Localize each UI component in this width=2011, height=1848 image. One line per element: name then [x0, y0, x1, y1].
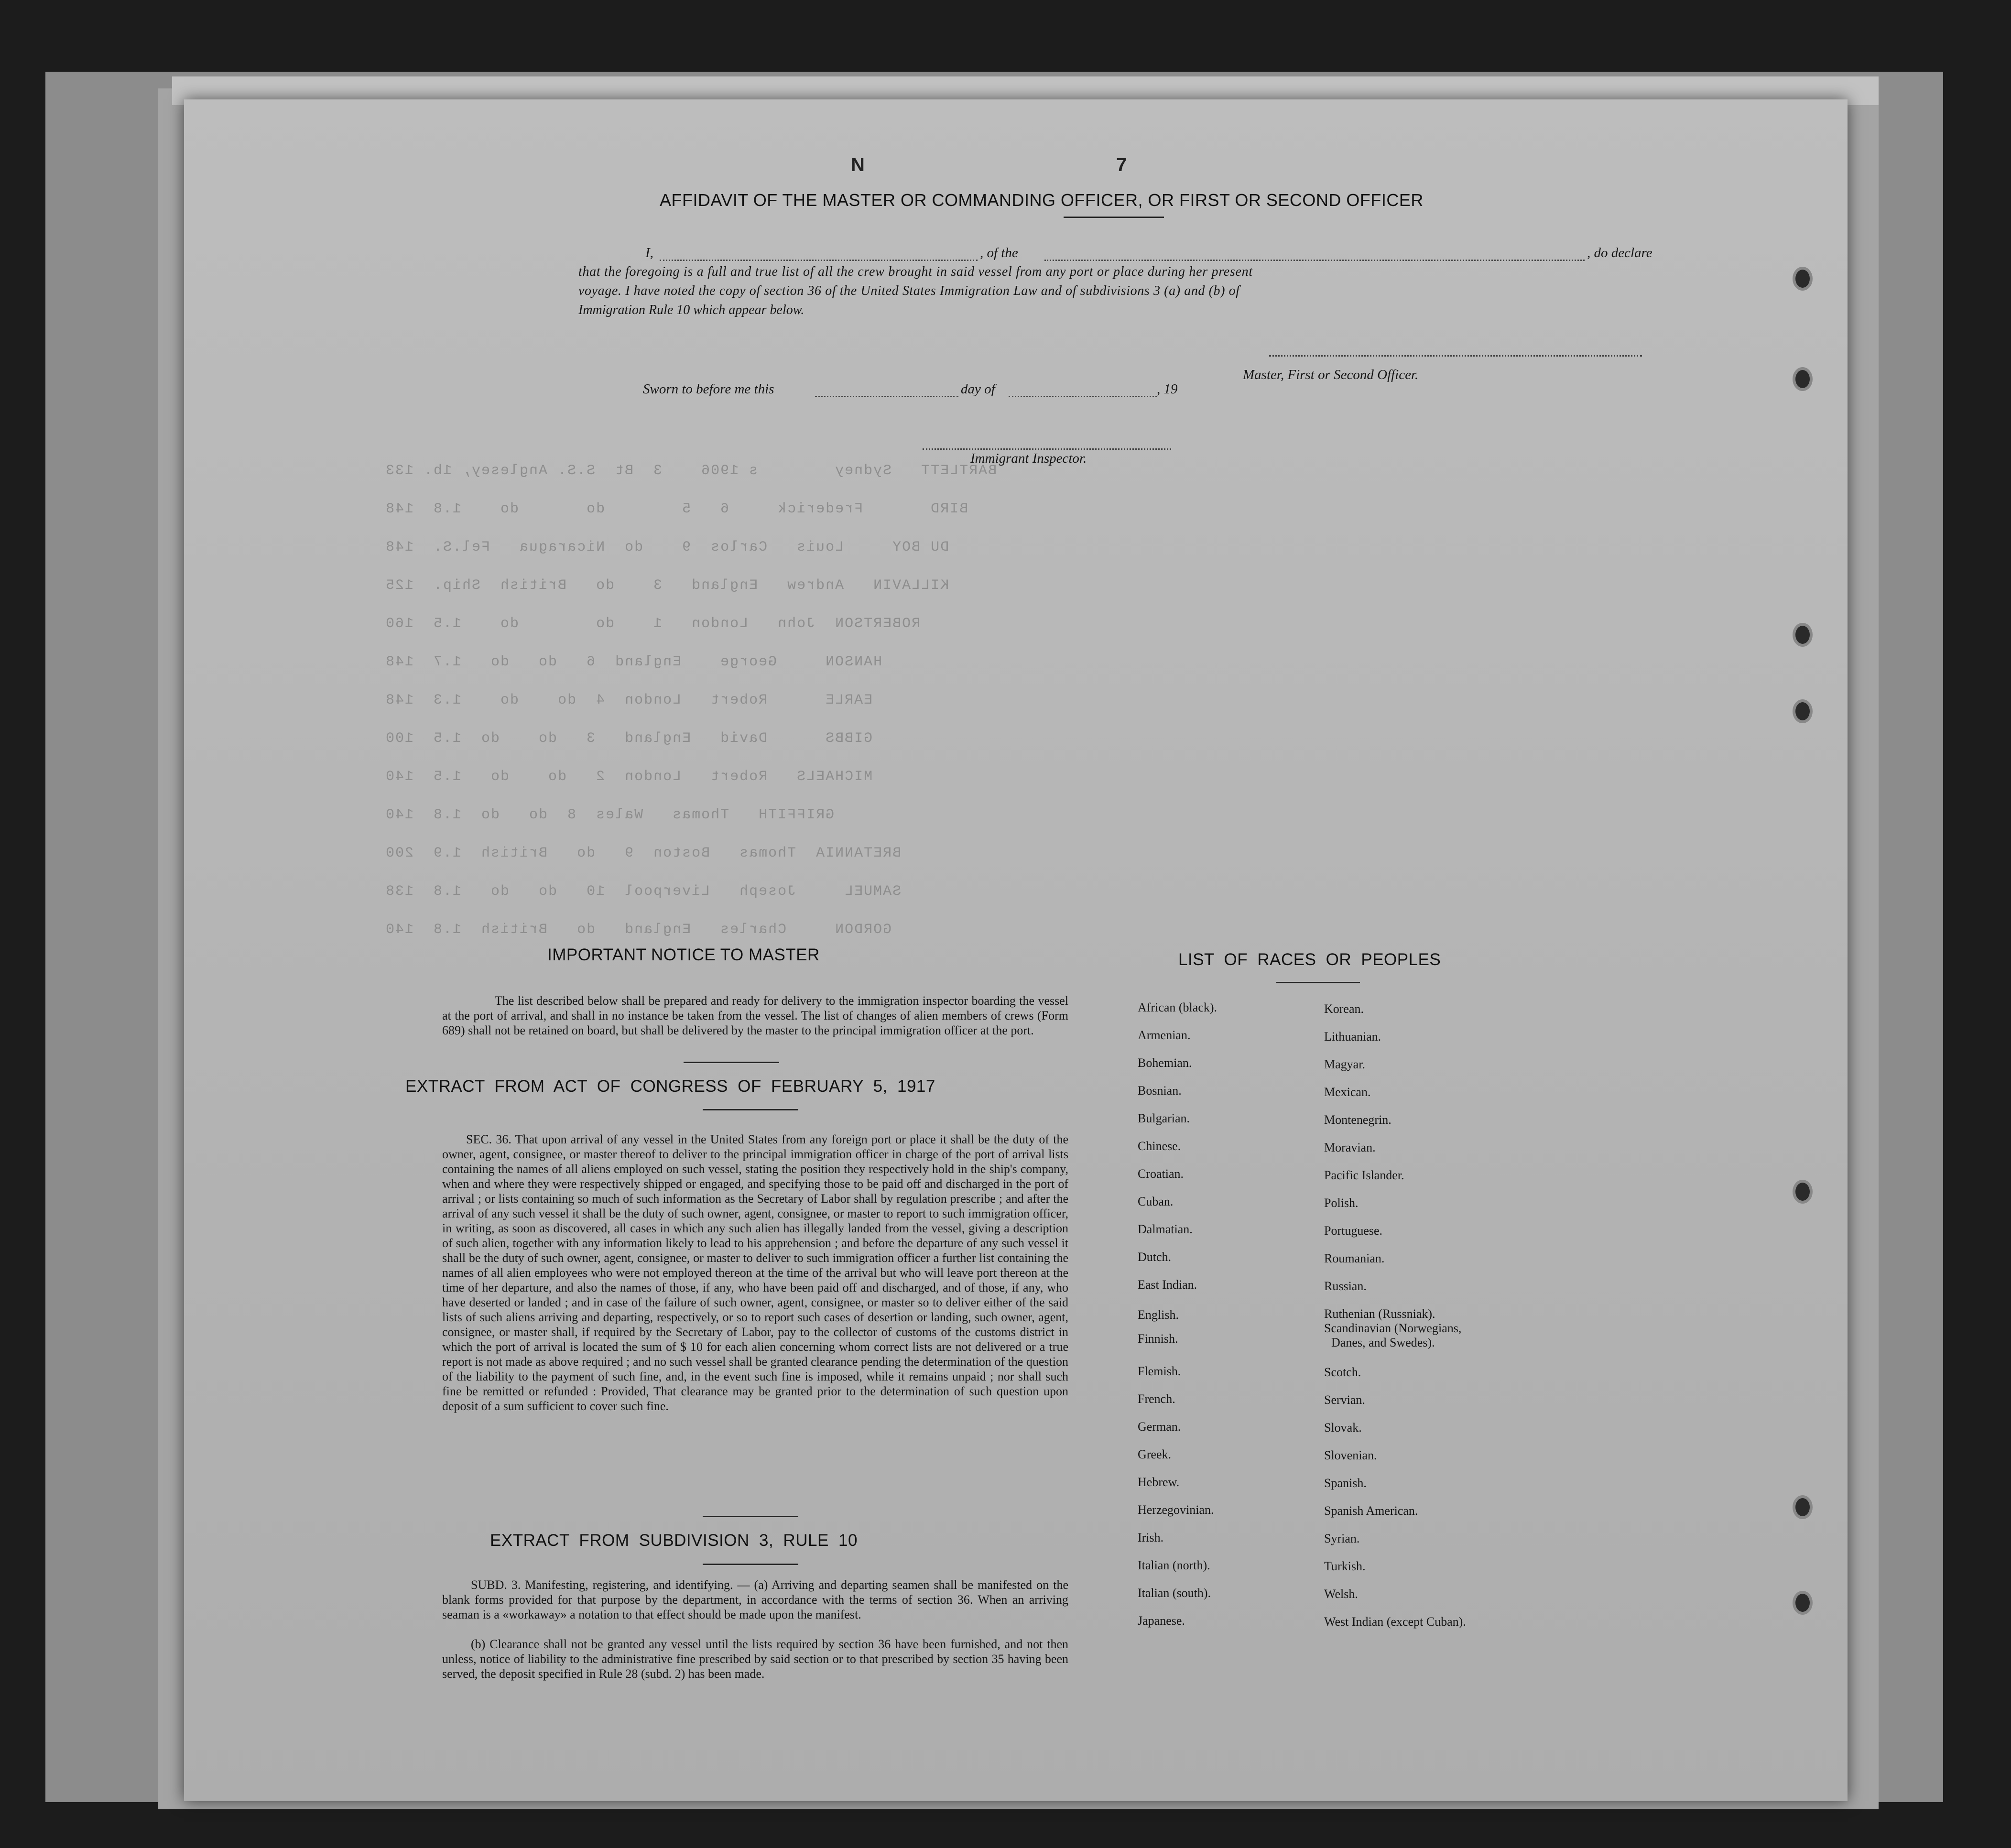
binder-hole [1793, 1591, 1813, 1615]
inspector-line [923, 448, 1171, 450]
section-rule [703, 1109, 798, 1110]
ghost-row: GIBBS David England 3 do do 1.5 100 [385, 730, 873, 747]
race-item: English. [1138, 1308, 1179, 1322]
affidavit-line: voyage. I have noted the copy of section 36 of the United States Immigration Law and of subdivisions 3 (a) and (b) of [578, 283, 1240, 298]
master-signature-label: Master, First or Second Officer. [1243, 367, 1419, 382]
race-item: Scandinavian (Norwegians, [1324, 1321, 1462, 1335]
race-item: Lithuanian. [1324, 1030, 1381, 1044]
title-rule [1064, 217, 1164, 218]
race-item: Welsh. [1324, 1587, 1358, 1601]
race-item: Montenegrin. [1324, 1113, 1391, 1127]
race-item: Spanish American. [1324, 1504, 1418, 1518]
race-item: Danes, and Swedes). [1331, 1336, 1435, 1349]
race-item: Greek. [1138, 1447, 1172, 1461]
race-item: West Indian (except Cuban). [1324, 1615, 1466, 1629]
race-item: French. [1138, 1392, 1175, 1406]
race-item: Flemish. [1138, 1364, 1181, 1378]
race-item: East Indian. [1138, 1278, 1197, 1292]
section-rule [703, 1516, 798, 1517]
race-item: Ruthenian (Russniak). [1324, 1307, 1435, 1321]
ghost-row: GORDON Charles England do British 1.8 140 [385, 922, 892, 938]
race-item: Roumanian. [1324, 1251, 1385, 1265]
affidavit-i: I, [645, 245, 653, 261]
affidavit-of-the: , of the [980, 245, 1018, 261]
signature-line [1269, 355, 1642, 357]
manifest-page [184, 99, 1848, 1801]
race-item: Mexican. [1324, 1085, 1371, 1099]
ghost-row: SAMUEL Joseph Liverpool 10 do do 1.8 138 [385, 883, 902, 900]
race-item: Bulgarian. [1138, 1111, 1190, 1125]
binder-hole [1793, 367, 1813, 391]
binder-hole [1793, 1180, 1813, 1204]
race-item: Slovak. [1324, 1421, 1362, 1435]
race-item: Portuguese. [1324, 1224, 1383, 1238]
sworn-label: Sworn to before me this [643, 381, 774, 397]
ghost-row: ROBERTSON John London 1 do do 1.5 160 [385, 616, 921, 632]
notice-title: IMPORTANT NOTICE TO MASTER [547, 946, 820, 964]
extract2-title: EXTRACT FROM SUBDIVISION 3, RULE 10 [490, 1531, 858, 1550]
race-item: Croatian. [1138, 1167, 1184, 1181]
ghost-row: HANSON George England 6 do do 1.7 148 [385, 654, 882, 670]
race-item: Hebrew. [1138, 1475, 1180, 1489]
race-item: Magyar. [1324, 1057, 1365, 1071]
race-item: Polish. [1324, 1196, 1359, 1210]
form-mark: N [851, 154, 865, 175]
ghost-row: GRIFFITH Thomas Wales 8 do do 1.8 140 [385, 807, 835, 823]
race-item: African (black). [1138, 1000, 1217, 1014]
binder-hole [1793, 1495, 1813, 1519]
races-title: LIST OF RACES OR PEOPLES [1178, 950, 1441, 969]
race-item: Spanish. [1324, 1476, 1367, 1490]
race-item: Japanese. [1138, 1614, 1185, 1628]
section-rule [684, 1062, 779, 1063]
race-item: Armenian. [1138, 1028, 1191, 1042]
affidavit-do-declare: , do declare [1587, 245, 1652, 261]
ghost-row: BIRD Frederick 6 5 do do 1.8 148 [385, 501, 968, 517]
extract1-text: SEC. 36. That upon arrival of any vessel in the United States from any foreign port or place it shall be the duty of the owner, agent, consignee, or master thereof to deliver to the principal immigration officer in charge of the port of arrival lists containing the names of all aliens employed on such vessel, stating the position they respectively hold in the ship's company, when and where they were respectively shipped or engaged, and specifying those to be paid off and discharged in the port of arrival ; or lists containing so much of such information as the Secretary of Labor shall by regulation prescribe ; and after the arrival of any such vessel it shall be the duty of such owner, agent, consignee, or master to report to such immigration officer, in writing, as soon as discovered, all cases in which any such alien has illegally landed from the vessel, giving a description of such alien, together with any information likely to lead to his apprehension ; and before the departure of any such vessel it shall be the duty of such owner, agent, consignee, or master to deliver to such immigration officer a further list containing the names of all alien employees who were not employed thereon at the time of the arrival but who will leave port thereon at the time of her departure, and also the names of those, if any, who have been paid off and discharged, and of those, if any, who have deserted or landed ; and in case of the failure of such owner, agent, consignee, or master so to deliver either of the said lists of such aliens arriving and departing, respectively, or so to report such cases of desertion or landing, such owner, agent, consignee, or master shall, if required by the Secretary of Labor, pay to the collector of customs of the customs district in which the port of arrival is located the sum of $ 10 for each alien concerning whom correct lists are not delivered or a true report is not made as above required ; and no such vessel shall be granted clearance pending the determination of the question of the liability to the payment of such fine, and, in the event such fine is imposed, while it remains unpaid ; nor shall such fine be remitted or refunded : Provided, That clearance may be granted prior to the determination of such question upon deposit of a sum sufficient to cover such fine. [442, 1132, 1068, 1413]
ghost-row: MICHAELS Robert London 2 do do 1.5 140 [385, 769, 873, 785]
ghost-row: DU BOY Louis Carlos 9 do Nicaragua Fel.S. 148 [385, 539, 949, 555]
race-item: Irish. [1138, 1531, 1164, 1544]
race-item: German. [1138, 1420, 1181, 1434]
form-mark: 7 [1116, 154, 1127, 175]
race-item: Scotch. [1324, 1365, 1361, 1379]
sworn-month-line [1009, 396, 1157, 397]
race-item: Italian (north). [1138, 1558, 1210, 1572]
race-item: Dutch. [1138, 1250, 1172, 1264]
binder-hole [1793, 623, 1813, 647]
race-item: Servian. [1324, 1393, 1365, 1407]
affidavit-line: Immigration Rule 10 which appear below. [578, 303, 804, 317]
race-item: Bosnian. [1138, 1084, 1182, 1098]
race-item: Slovenian. [1324, 1448, 1377, 1462]
binder-hole [1793, 267, 1813, 291]
race-item: Bohemian. [1138, 1056, 1192, 1070]
race-item: Dalmatian. [1138, 1222, 1193, 1236]
race-item: Chinese. [1138, 1139, 1181, 1153]
day-of-label: day of [961, 381, 995, 397]
race-item: Moravian. [1324, 1141, 1376, 1154]
section-rule [1276, 982, 1360, 983]
inspector-label: Immigrant Inspector. [970, 451, 1087, 466]
ghost-row: BRETANNIA Thomas Boston 9 do British 1.9 200 [385, 845, 902, 861]
race-item: Turkish. [1324, 1559, 1366, 1573]
affidavit-title: AFFIDAVIT OF THE MASTER OR COMMANDING OFFICER, OR FIRST OR SECOND OFFICER [660, 190, 1424, 210]
notice-text: The list described below shall be prepared and ready for delivery to the immigration inspector boarding the vessel at the port of arrival, and shall in no instance be taken from the vessel. The list of changes of alien members of crews (Form 689) shall not be retained on board, but shall be delivered by the master to the principal immigration officer at the port. [442, 994, 1068, 1037]
ghost-row: EARLE Robert London 4 do do 1.3 148 [385, 692, 873, 708]
vessel-field-line [1044, 260, 1585, 261]
race-item: Russian. [1324, 1279, 1367, 1293]
race-item: Korean. [1324, 1002, 1364, 1016]
extract2-text-a: SUBD. 3. Manifesting, registering, and identifying. — (a) Arriving and departing seamen shall be manifested on the blank forms provided for that purpose by the department, in accordance with the terms of section 36. When an arriving seaman is a «workaway» a notation to that effect should be made upon the manifest. [442, 1578, 1068, 1621]
extract2-text-b: (b) Clearance shall not be granted any vessel until the lists required by section 36 have been furnished, and not then unless, notice of liability to the administrative fine prescribed by said section or to that prescribed by section 35 having been served, the deposit specified in Rule 28 (subd. 2) has been made. [442, 1637, 1068, 1681]
race-item: Finnish. [1138, 1332, 1178, 1346]
race-item: Cuban. [1138, 1195, 1174, 1208]
affidavit-line: that the foregoing is a full and true list of all the crew brought in said vessel from any port or place during her present [578, 264, 1253, 279]
sworn-day-line [815, 396, 958, 397]
ghost-row: BARTLETT Sydney s 1906 3 Bt S.S. Anglesey, 1b. 133 [385, 463, 997, 479]
race-item: Herzegovinian. [1138, 1503, 1214, 1517]
extract1-title: EXTRACT FROM ACT OF CONGRESS OF FEBRUARY 5, 1917 [405, 1077, 935, 1096]
year-label: , 19 [1157, 381, 1178, 397]
binder-hole [1793, 699, 1813, 723]
ghost-row: KILLAVIN Andrew England 3 do British Ship. 125 [385, 577, 949, 594]
name-field-line [660, 260, 978, 261]
race-item: Syrian. [1324, 1532, 1360, 1545]
section-rule [703, 1564, 798, 1565]
race-item: Pacific Islander. [1324, 1168, 1404, 1182]
race-item: Italian (south). [1138, 1586, 1211, 1600]
